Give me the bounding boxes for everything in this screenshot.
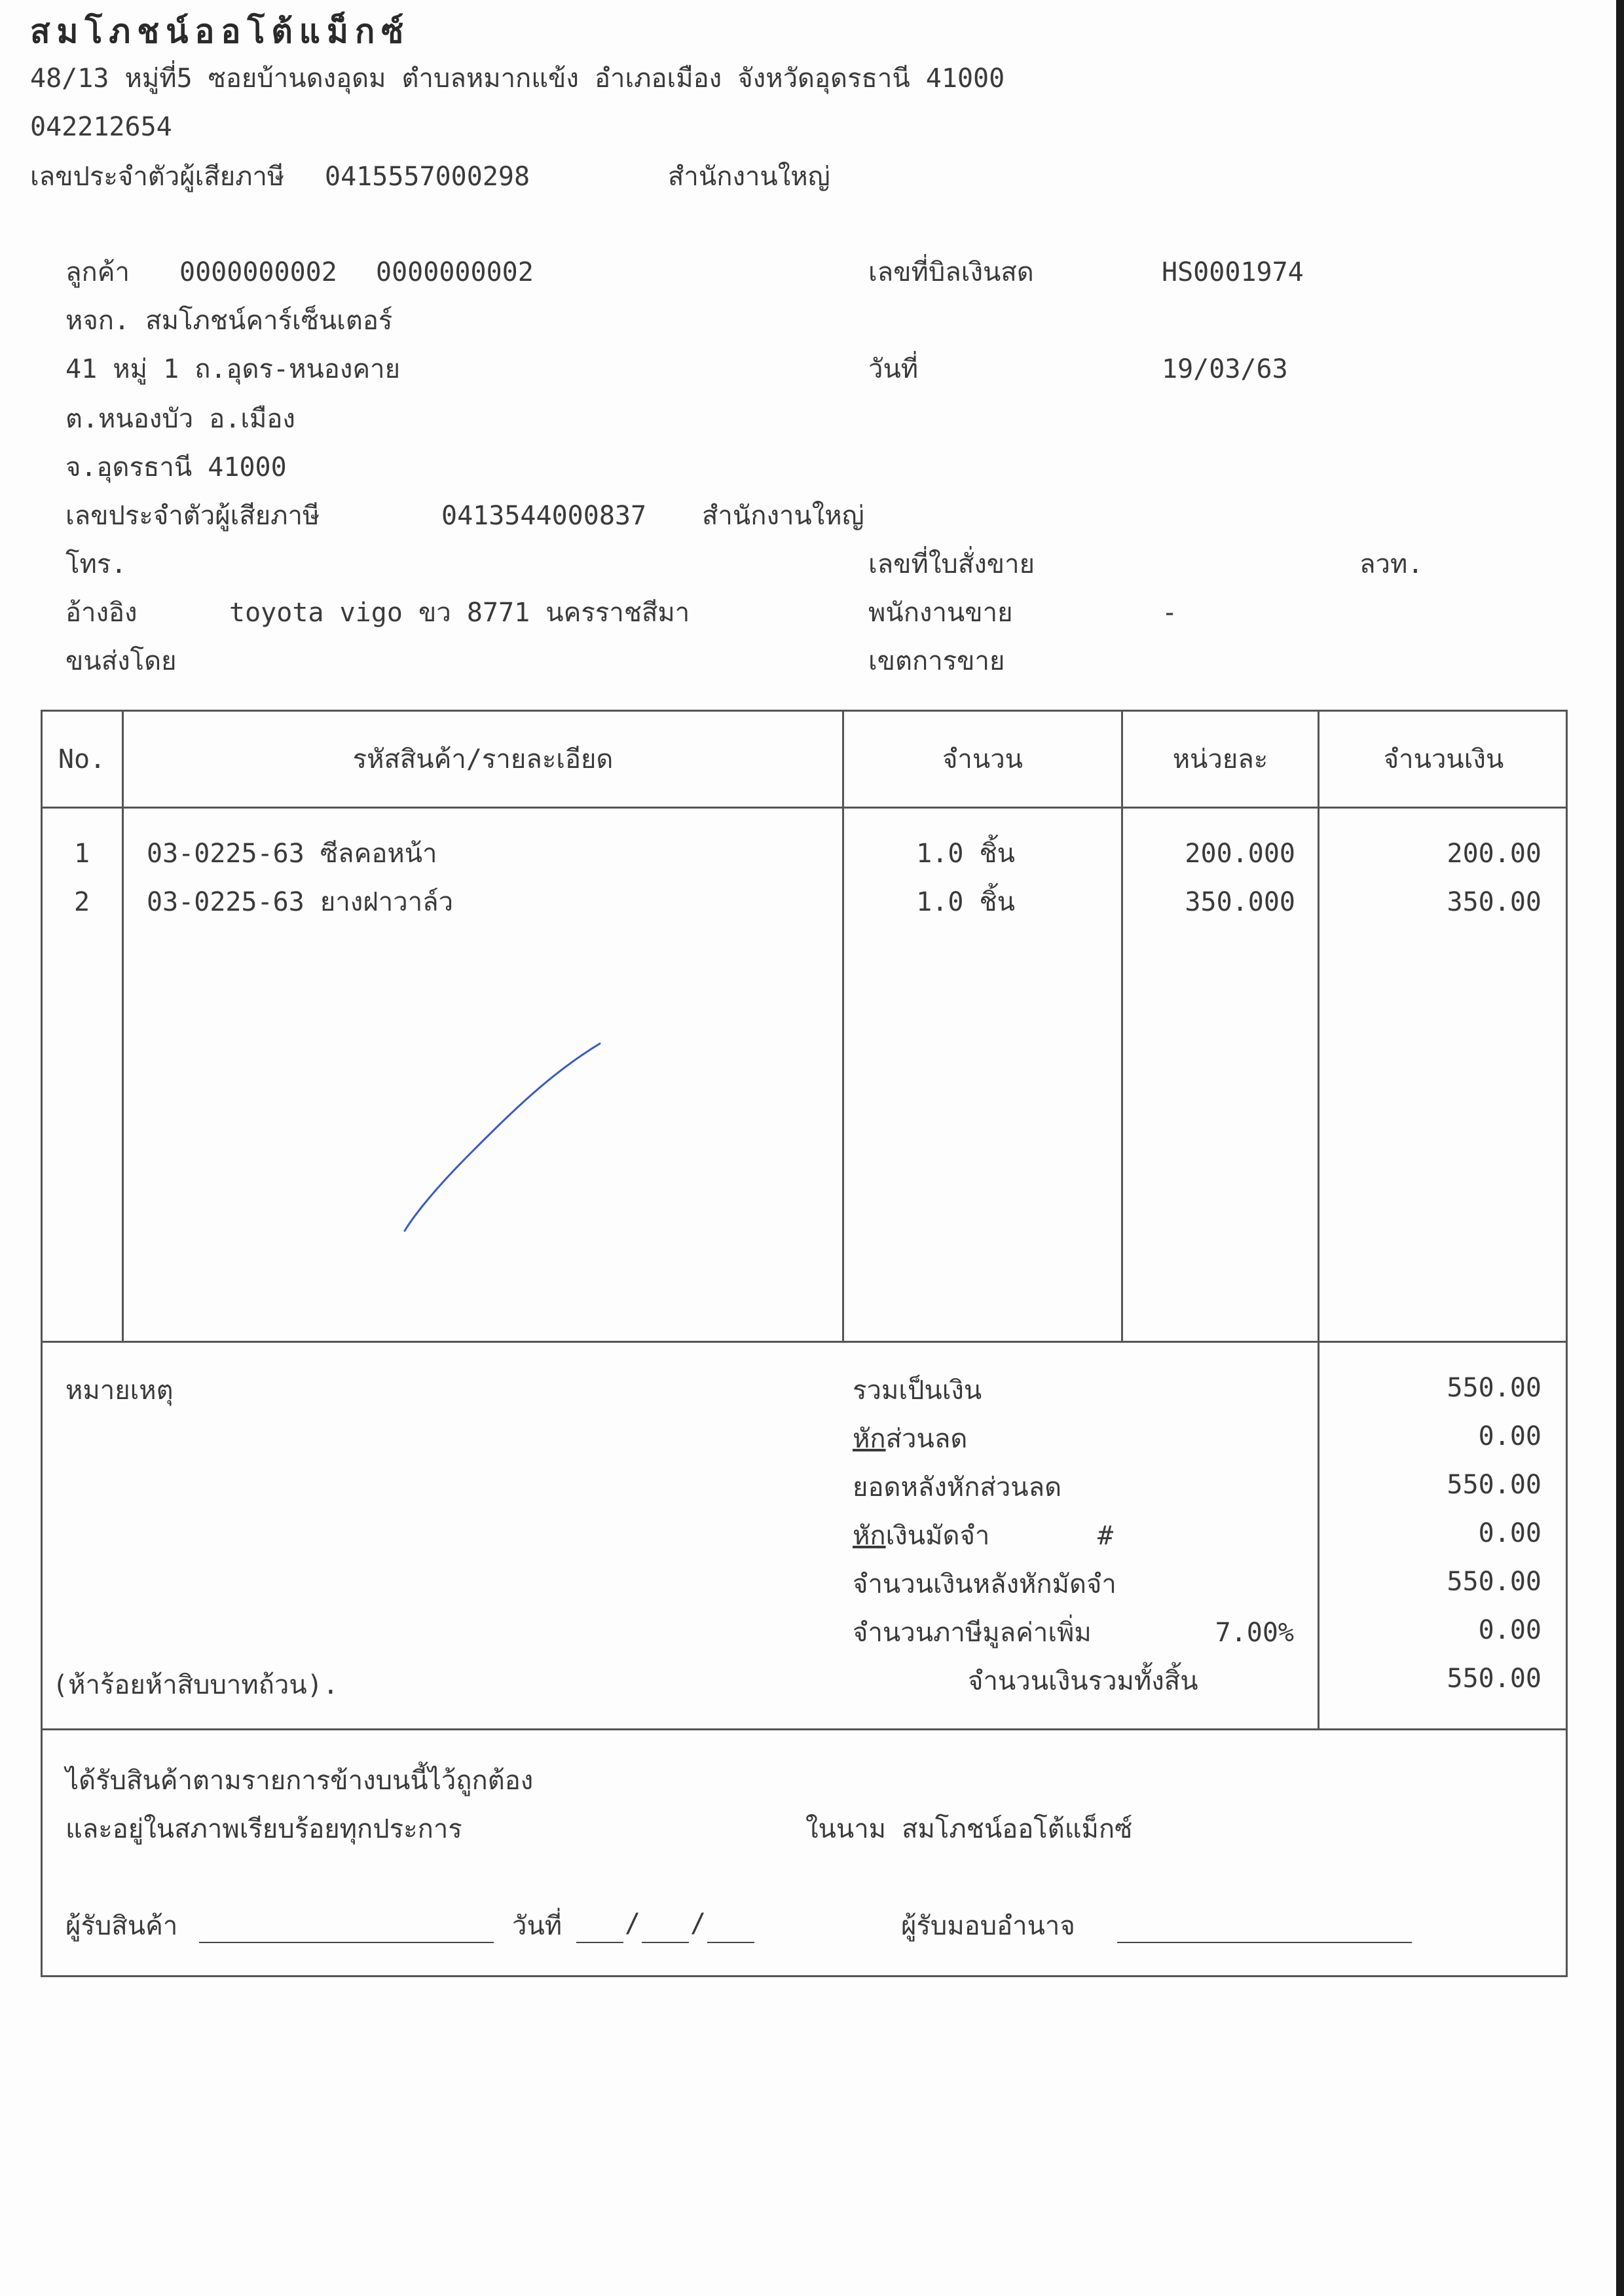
customer-label: ลูกค้า	[65, 257, 130, 287]
company-phone: 042212654	[30, 112, 172, 142]
row-description: 03-0225-63 ซีลคอหน้า	[147, 839, 437, 869]
deposit-hash: #	[1098, 1521, 1114, 1551]
grand-total-label: จำนวนเงินรวมทั้งสิ้น	[968, 1666, 1198, 1696]
row-no: 2	[73, 887, 90, 917]
bill-no-label: เลขที่บิลเงินสด	[868, 257, 1034, 287]
row-quantity: 1.0 ชิ้น	[916, 839, 1015, 869]
receive-date-label: วันที่	[512, 1911, 563, 1941]
date-day-line	[576, 1942, 623, 1943]
authorized-signature-line	[1117, 1942, 1412, 1943]
subtotal-value: 550.00	[1447, 1373, 1541, 1403]
after-deposit-value: 550.00	[1447, 1567, 1541, 1597]
salesperson-label: พนักงานขาย	[868, 598, 1013, 628]
col-divider-3	[1121, 710, 1123, 1342]
company-tax-label: เลขประจำตัวผู้เสียภาษี	[30, 162, 285, 192]
bill-date-value: 19/03/63	[1162, 354, 1288, 384]
header-divider	[41, 807, 1568, 809]
shipping-label: ขนส่งโดย	[65, 646, 177, 676]
scan-edge	[1616, 0, 1624, 2296]
deposit-label-underlined: หัก	[853, 1521, 886, 1551]
received-statement-line-2: และอยู่ในสภาพเรียบร้อยทุกประการ	[65, 1814, 462, 1844]
discount-label-underlined: หัก	[853, 1424, 886, 1454]
date-slash-2: /	[690, 1908, 707, 1939]
vat-rate: 7.00%	[1215, 1618, 1294, 1648]
bill-no-value: HS0001974	[1162, 257, 1304, 287]
remark-label: หมายเหตุ	[65, 1376, 174, 1406]
customer-tax-id: 0413544000837	[441, 501, 647, 531]
pen-stroke-mark	[393, 1034, 616, 1244]
after-discount-value: 550.00	[1447, 1470, 1541, 1500]
row-amount: 200.00	[1447, 839, 1541, 869]
vat-label: จำนวนภาษีมูลค่าเพิ่ม	[853, 1618, 1092, 1648]
customer-code-1: 0000000002	[179, 257, 337, 287]
header-description: รหัสสินค้า/รายละเอียด	[352, 744, 614, 774]
company-tax-id: 0415557000298	[325, 162, 530, 192]
customer-branch: สำนักงานใหญ่	[702, 501, 864, 531]
vat-value: 0.00	[1478, 1615, 1541, 1645]
deposit-label-rest: เงินมัดจำ	[885, 1521, 990, 1551]
receiver-signature-line	[199, 1942, 494, 1943]
sales-area-label: เขตการขาย	[868, 646, 1005, 676]
col-divider-2	[842, 710, 844, 1342]
received-statement-line-1: ได้รับสินค้าตามรายการข้างบนนี้ไว้ถูกต้อง	[65, 1766, 534, 1796]
customer-address-2: ต.หนองบัว อ.เมือง	[65, 404, 295, 434]
row-description: 03-0225-63 ยางฝาวาล์ว	[147, 887, 454, 917]
summary-divider	[41, 1728, 1568, 1730]
col-divider-1	[122, 710, 124, 1342]
subtotal-label: รวมเป็นเงิน	[853, 1376, 982, 1406]
salesperson-value: -	[1162, 598, 1178, 628]
header-unit-price: หน่วยละ	[1172, 744, 1268, 774]
customer-name: หจก. สมโภชน์คาร์เซ็นเตอร์	[65, 306, 393, 336]
reference-value: toyota vigo ขว 8771 นครราชสีมา	[229, 598, 690, 628]
discount-label-rest: ส่วนลด	[885, 1424, 968, 1454]
reference-label: อ้างอิง	[65, 598, 138, 628]
customer-tax-label: เลขประจำตัวผู้เสียภาษี	[65, 501, 320, 531]
on-behalf-of: ในนาม สมโภชน์ออโต้แม็กซ์	[805, 1814, 1133, 1844]
authorized-label: ผู้รับมอบอำนาจ	[901, 1911, 1075, 1941]
row-amount: 350.00	[1447, 887, 1541, 917]
company-name: สมโภชน์ออโต้แม็กซ์	[30, 12, 411, 50]
row-no: 1	[73, 839, 90, 869]
row-quantity: 1.0 ชิ้น	[916, 887, 1015, 917]
deposit-label	[853, 1519, 989, 1553]
col-divider-4	[1318, 710, 1320, 1730]
grand-total-value: 550.00	[1447, 1664, 1541, 1694]
company-address: 48/13 หมู่ที่5 ซอยบ้านดงอุดม ตำบลหมากแข้ง อำเภอเมือง จังหวัดอุดรธานี 41000	[30, 64, 1005, 94]
sales-order-label: เลขที่ใบสั่งขาย	[868, 549, 1035, 579]
deposit-value: 0.00	[1478, 1518, 1541, 1548]
sales-order-value: ลวท.	[1359, 549, 1424, 579]
header-no: No.	[58, 744, 106, 774]
after-discount-label: ยอดหลังหักส่วนลด	[853, 1472, 1062, 1503]
row-unit-price: 200.000	[1185, 839, 1295, 869]
customer-code-2: 0000000002	[376, 257, 534, 287]
bill-date-label: วันที่	[868, 354, 919, 384]
date-year-line	[707, 1942, 754, 1943]
date-slash-1: /	[625, 1908, 641, 1939]
company-branch: สำนักงานใหญ่	[668, 162, 830, 192]
discount-label	[853, 1422, 967, 1456]
customer-address-1: 41 หมู่ 1 ถ.อุดร-หนองคาย	[65, 354, 401, 384]
row-unit-price: 350.000	[1185, 887, 1295, 917]
header-amount: จำนวนเงิน	[1383, 744, 1504, 774]
discount-value: 0.00	[1478, 1421, 1541, 1451]
after-deposit-label: จำนวนเงินหลังหักมัดจำ	[853, 1569, 1116, 1599]
customer-address-3: จ.อุดรธานี 41000	[65, 452, 287, 483]
amount-in-words: (ห้าร้อยห้าสิบบาทถ้วน).	[52, 1670, 339, 1700]
items-divider	[41, 1341, 1568, 1343]
customer-phone-label: โทร.	[65, 549, 127, 579]
date-month-line	[642, 1942, 689, 1943]
receiver-label: ผู้รับสินค้า	[65, 1911, 178, 1941]
header-quantity: จำนวน	[942, 744, 1024, 774]
